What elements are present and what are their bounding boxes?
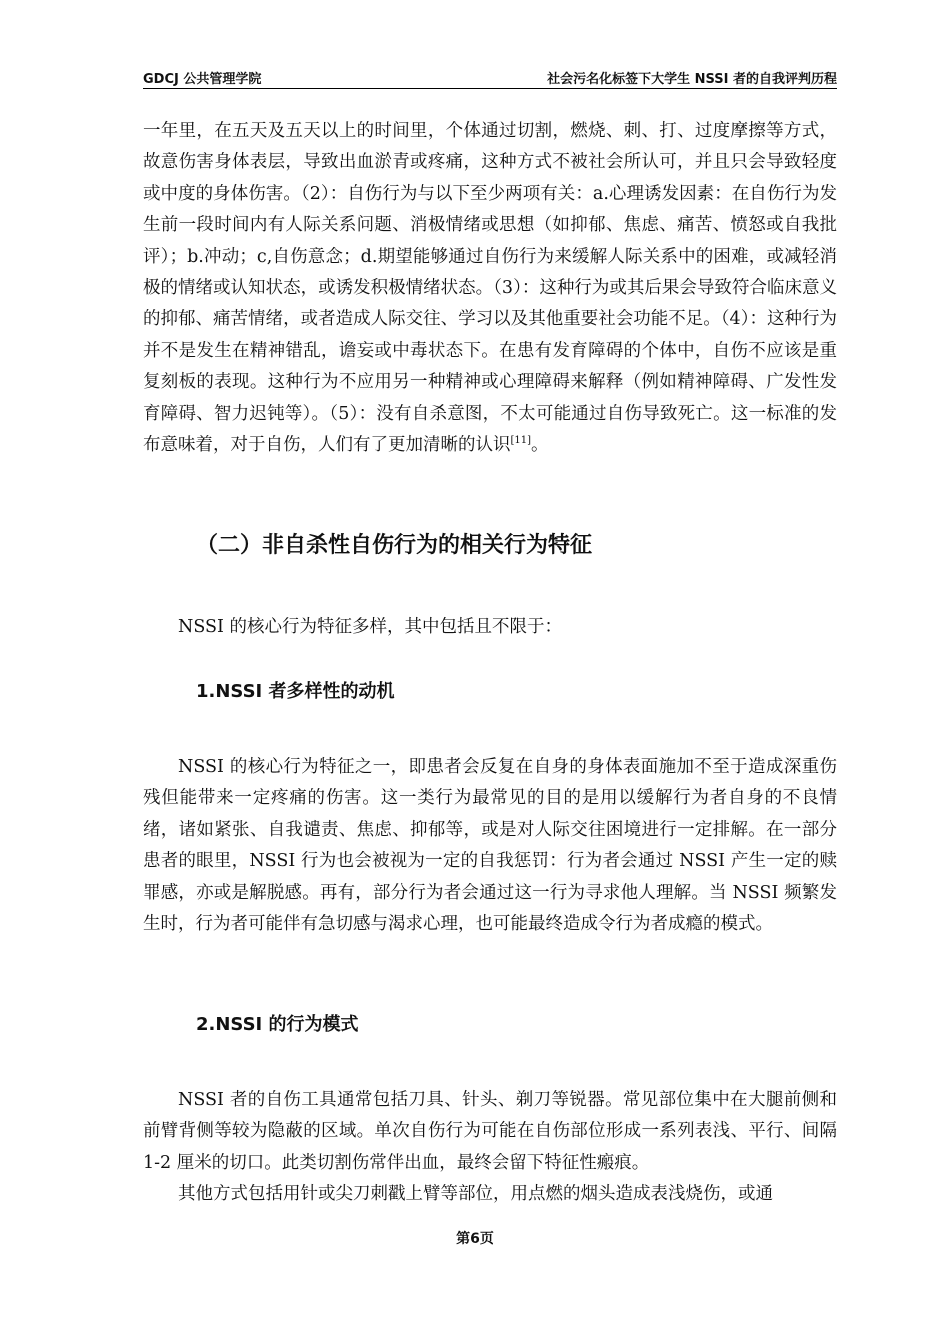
body-paragraph-motivation: NSSI 的核心行为特征之一，即患者会反复在自身的身体表面施加不至于造成深重伤残但能带来一定疼痛的伤害。这一类行为最常见的目的是用以缓解行为者自身的不良情绪，诸如紧张、自我谴责、焦虑、抑郁等，或是对人际交往困境进行一定排解。在一部分患者的眼里，NSSI 行为也会被视为一定的自我惩罚：行为者会通过 NSSI 产生一定的赎罪感，亦或是解脱感。再有，部分行为者会通过这一行为寻求他人理解。当 NSSI 频繁发生时，行为者可能伴有急切感与渴求心理，也可能最终造成令行为者成瘾的模式。	[143, 757, 837, 935]
page-header	[143, 66, 837, 89]
criteria-text-end: 。	[531, 435, 549, 456]
body-paragraph-criteria	[143, 116, 837, 461]
section-heading: （二）非自杀性自伤行为的相关行为特征	[196, 533, 593, 558]
body-paragraph-other-methods: 其他方式包括用针或尖刀刺戳上臂等部位，用点燃的烟头造成表浅烧伤，或通	[178, 1184, 773, 1204]
citation-ref: [11]	[510, 435, 532, 447]
page-number: 第6页	[456, 1231, 494, 1247]
subsection-heading-pattern: 2.NSSI 的行为模式	[196, 1014, 359, 1035]
subsection-heading-motivation: 1.NSSI 者多样性的动机	[196, 681, 395, 702]
criteria-text: 一年里，在五天及五天以上的时间里，个体通过切割，燃烧、刺、打、过度摩擦等方式，故意伤害身体表层，导致出血淤青或疼痛，这种方式不被社会所认可，并且只会导致轻度或中度的身体伤害。（2）：自伤行为与以下至少两项有关：a.心理诱发因素：在自伤行为发生前一段时间内有人际关系问题、消极情绪或思想（如抑郁、焦虑、痛苦、愤怒或自我批评）；b.冲动；c,自伤意念；d.期望能够通过自伤行为来缓解人际关系中的困难，或减轻消极的情绪或认知状态，或诱发积极情绪状态。（3）：这种行为或其后果会导致符合临床意义的抑郁、痛苦情绪，或者造成人际交往、学习以及其他重要社会功能不足。（4）：这种行为并不是发生在精神错乱，谵妄或中毒状态下。在患有发育障碍的个体中，自伤不应该是重复刻板的表现。这种行为不应用另一种精神或心理障碍来解释（例如精神障碍、广发性发育障碍、智力迟钝等）。（5）：没有自杀意图，不太可能通过自伤导致死亡。这一标准的发布意味着，对于自伤，人们有了更加清晰的认识	[143, 121, 837, 456]
header-paper-title: 社会污名化标签下大学生 NSSI 者的自我评判历程	[547, 72, 837, 87]
header-institution: GDCJ 公共管理学院	[143, 72, 262, 87]
section-intro: NSSI 的核心行为特征多样，其中包括且不限于：	[178, 617, 562, 637]
body-paragraph-pattern: NSSI 者的自伤工具通常包括刀具、针头、剃刀等锐器。常见部位集中在大腿前侧和前臂背侧等较为隐蔽的区域。单次自伤行为可能在自伤部位形成一系列表浅、平行、间隔 1-2 厘米的切口。此类切割伤常伴出血，最终会留下特征性瘢痕。	[143, 1090, 837, 1173]
